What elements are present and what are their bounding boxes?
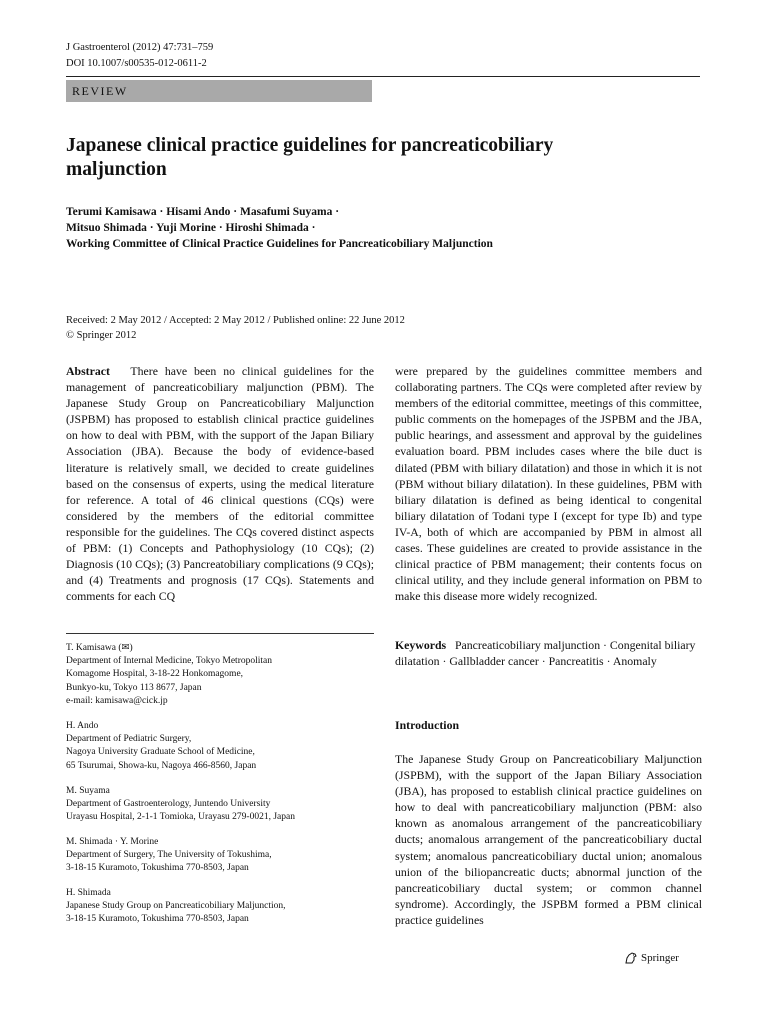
publisher-footer [624,951,679,965]
affiliation-name: T. Kamisawa (✉) [66,643,133,653]
affiliation-line: Nagoya University Graduate School of Medicine, [66,747,255,758]
keywords [395,637,702,669]
affiliation-block [66,642,374,708]
affiliation-line: Department of Gastroenterology, Juntendo University [66,799,271,810]
title-line-2: maljunction [66,159,167,180]
section-label: REVIEW [66,80,372,102]
doi: DOI 10.1007/s00535-012-0611-2 [66,58,207,69]
abstract-text-left: There have been no clinical guidelines for the management of pancreaticobiliary maljunction (PBM). The Japanese Study Group on Pancreaticobiliary Maljunction (JSPBM) has proposed to establish clinical practice guidelines on how to deal with PBM, with the support of the Japan Biliary Association (JBA). Because the body of evidence-based literature is relatively small, we decided to create guidelines based on the consensus of experts, using the medical literature for reference. A total of 46 clinical questions (CQs) were considered by the members of the editorial committee responsible for the guidelines. The CQs covered distinct aspects of PBM: (1) Concepts and Pathophysiology (10 CQs); (2) Diagnosis (10 CQs); (3) Pancreatobiliary complications (9 CQs); and (4) Treatments and prognosis (17 CQs). Statements and comments for each CQ [66,364,374,604]
abstract-text-right: were prepared by the guidelines committee members and collaborating partners. The CQs were completed after review by members of the editorial committee, meetings of this committee, public comments on the homepages of the JSPBM and the JBA, public hearings, and assessment and approval by the guidelines evaluation board. PBM includes cases where the bile duct is dilated (PBM with biliary dilatation) and those in which it is not (PBM without biliary dilatation). In these guidelines, PBM with biliary dilatation is defined as being identical to congenital biliary dilatation of Todani type I (except for type Ib) and type IV-A, both of which are accompanied by PBM in almost all cases. These guidelines are created to provide assistance in the clinical practice of PBM management; their contents focus on clinical utility, and they include general information on PBM to make this disease more widely recognized. [395,364,702,604]
affiliation-line: 3-18-15 Kuramoto, Tokushima 770-8503, Japan [66,914,249,925]
article-title [66,134,706,182]
abstract-label: Abstract [66,364,110,378]
header-rule [66,76,700,77]
journal-citation: J Gastroenterol (2012) 47:731–759 [66,42,214,53]
affiliation-line: Bunkyo-ku, Tokyo 113 8677, Japan [66,682,202,693]
affiliation-block [66,836,374,876]
affiliation-block [66,720,374,773]
affiliation-name: H. Ando [66,721,99,731]
affiliation-line: Department of Surgery, The University of Tokushima, [66,850,272,861]
affiliation-block [66,785,374,825]
authors-line-3: Working Committee of Clinical Practice Guidelines for Pancreaticobiliary Maljunction [66,238,493,250]
affiliation-block [66,887,374,927]
authors-line-2: Mitsuo Shimada · Yuji Morine · Hiroshi Shimada · [66,222,316,234]
title-line-1: Japanese clinical practice guidelines for pancreaticobiliary [66,135,554,156]
copyright: © Springer 2012 [66,330,137,341]
keywords-text: Pancreaticobiliary maljunction · Congenital biliary dilatation · Gallbladder cancer · Pancreatitis · Anomaly [395,638,696,669]
abstract-left-column [66,363,374,604]
affiliation-name: M. Shimada · Y. Morine [66,837,159,847]
affiliation-line: Komagome Hospital, 3-18-22 Honkomagome, [66,669,244,680]
introduction-text: The Japanese Study Group on Pancreaticobiliary Maljunction (JSPBM), with the support of the Japan Biliary Association (JBA), has proposed to establish clinical practice guidelines on how to deal with pancreaticobiliary maljunction (PBM: also known as anomalous arrangement of the pancreaticobiliary ducts; anomalous arrangement of the pancreaticobiliary ductal system; anomalous pancreaticobiliary ductal union; anomalous union of the biliopancreatic ducts; abnormal junction of the pancreaticobiliary ductal system; or common channel syndrome). Accordingly, the JSPBM formed a PBM clinical practice guidelines [395,752,702,927]
springer-horse-icon [624,951,638,965]
abstract-right-column [395,363,702,604]
affiliation-email[interactable]: e-mail: kamisawa@cick.jp [66,695,168,706]
affiliation-line: Department of Internal Medicine, Tokyo Metropolitan [66,656,272,667]
affiliation-name: H. Shimada [66,888,111,898]
introduction-heading: Introduction [395,718,460,732]
affiliation-line: Department of Pediatric Surgery, [66,734,192,745]
affiliation-name: M. Suyama [66,786,110,796]
authors-line-1: Terumi Kamisawa · Hisami Ando · Masafumi Suyama · [66,206,340,218]
author-list [66,204,706,252]
keywords-label: Keywords [395,638,447,652]
affiliation-line: 3-18-15 Kuramoto, Tokushima 770-8503, Japan [66,863,249,874]
publisher-name: Springer [641,952,679,964]
dates-line: Received: 2 May 2012 / Accepted: 2 May 2012 / Published online: 22 June 2012 [66,315,405,326]
affiliation-line: Japanese Study Group on Pancreaticobiliary Maljunction, [66,901,286,912]
affiliation-divider [66,633,374,634]
affiliation-line: Urayasu Hospital, 2-1-1 Tomioka, Urayasu 279-0021, Japan [66,812,295,823]
publication-dates [66,313,405,343]
affiliation-line: 65 Tsurumai, Showa-ku, Nagoya 466-8560, Japan [66,760,257,771]
